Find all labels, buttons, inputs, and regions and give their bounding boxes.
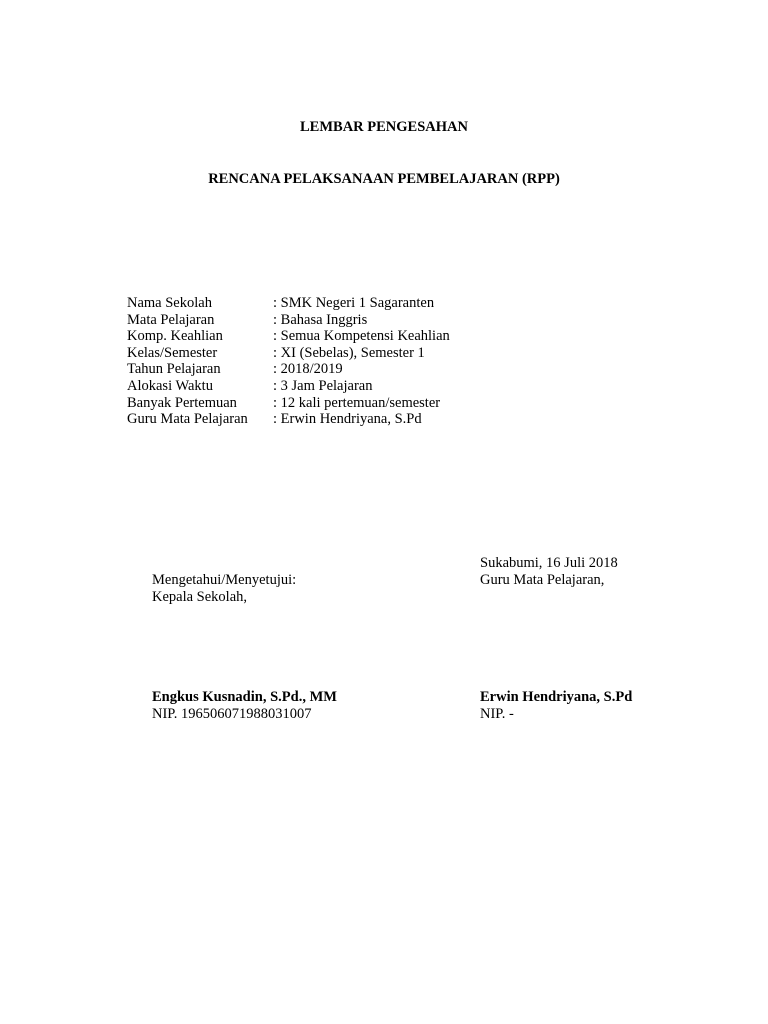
signature-right-name: Erwin Hendriyana, S.Pd <box>480 689 633 705</box>
info-row-subject <box>127 312 450 329</box>
info-label: Mata Pelajaran <box>127 311 215 328</box>
info-row-competency <box>127 328 450 345</box>
info-row-year <box>127 361 450 378</box>
info-label: Kelas/Semester <box>127 344 218 361</box>
info-value: : 12 kali pertemuan/semester <box>273 394 441 411</box>
signature-left-footer <box>152 689 337 723</box>
signature-left-role: Kepala Sekolah, <box>152 589 248 605</box>
document-title: LEMBAR PENGESAHAN <box>300 119 468 135</box>
signature-left-approval: Mengetahui/Menyetujui: <box>152 572 297 588</box>
signature-left-name: Engkus Kusnadin, S.Pd., MM <box>152 689 337 705</box>
info-value: : Erwin Hendriyana, S.Pd <box>273 411 422 428</box>
info-row-school <box>127 295 450 312</box>
signature-right-footer <box>480 689 632 723</box>
info-row-class <box>127 345 450 362</box>
info-label: Nama Sekolah <box>127 295 212 311</box>
info-row-meetings <box>127 395 450 412</box>
document-subtitle: RENCANA PELAKSANAAN PEMBELAJARAN (RPP) <box>208 171 560 187</box>
info-value: : 2018/2019 <box>273 361 343 378</box>
place-date: Sukabumi, 16 Juli 2018 <box>480 555 618 571</box>
info-label: Banyak Pertemuan <box>127 394 237 411</box>
info-label: Komp. Keahlian <box>127 328 223 345</box>
signature-left-header <box>152 572 296 606</box>
info-label: Alokasi Waktu <box>127 377 213 394</box>
signature-right-nip: NIP. - <box>480 706 514 722</box>
info-label: Guru Mata Pelajaran <box>127 411 248 428</box>
signature-right-role: Guru Mata Pelajaran, <box>480 572 605 588</box>
info-value: : Semua Kompetensi Keahlian <box>273 328 450 345</box>
info-row-teacher <box>127 411 450 428</box>
info-table <box>127 295 450 428</box>
signature-right-header <box>480 555 618 589</box>
signature-left-nip: NIP. 196506071988031007 <box>152 706 312 722</box>
info-value: : SMK Negeri 1 Sagaranten <box>273 295 435 311</box>
info-value: : Bahasa Inggris <box>273 311 368 328</box>
info-value: : XI (Sebelas), Semester 1 <box>273 344 425 361</box>
info-row-time <box>127 378 450 395</box>
info-value: : 3 Jam Pelajaran <box>273 377 373 394</box>
info-label: Tahun Pelajaran <box>127 361 221 378</box>
